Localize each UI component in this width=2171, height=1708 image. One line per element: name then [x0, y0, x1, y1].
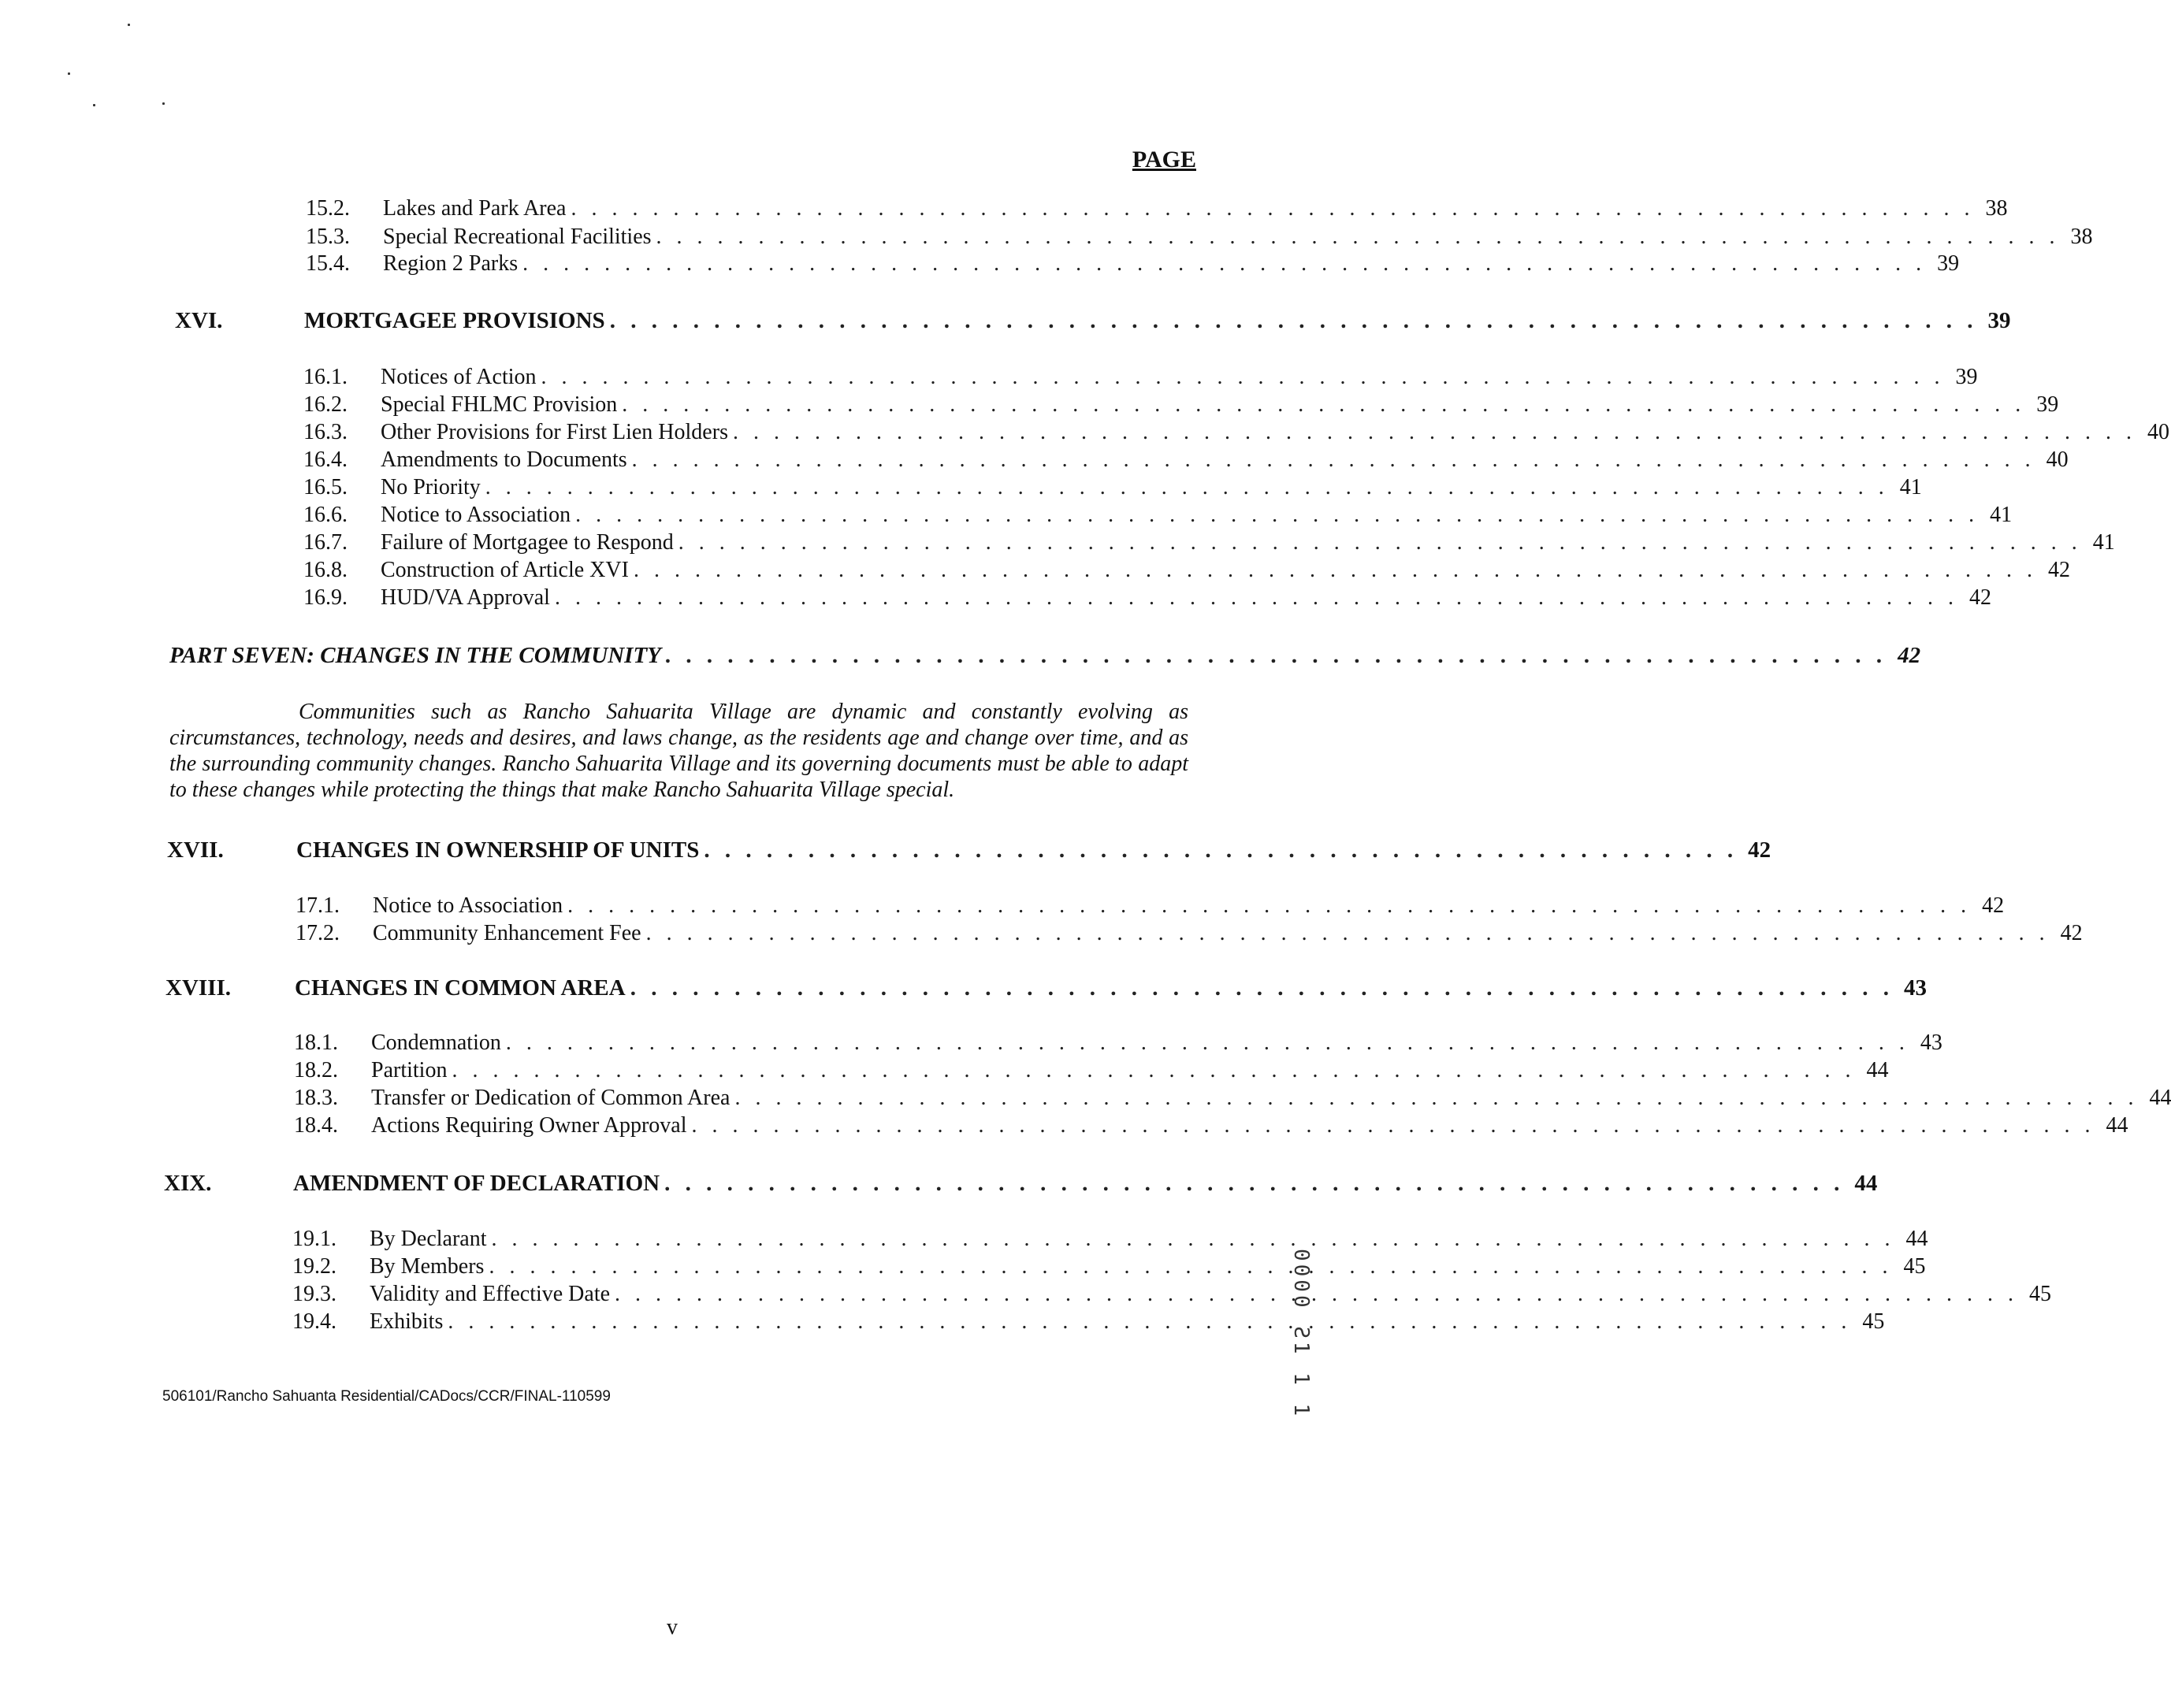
dot-leader: . . . . . . . . . . . . . . . . . . . . . . . . . . . . . . . . . . . . . . . . . . . . . . . . . . . . . . . . . . . . . . . . . . . . .: [633, 558, 2037, 582]
dot-leader: . . . . . . . . . . . . . . . . . . . . . . . . . . . . . . . . . . . . . . . . . . . . . . . . . .: [704, 837, 1738, 863]
toc-entry-page: 43: [1920, 1030, 1942, 1055]
toc-entry-17-2: [296, 920, 2083, 947]
toc-entry-page: 41: [1990, 503, 2013, 527]
toc-entry-title: Region 2 Parks: [383, 251, 519, 276]
toc-entry-page: 45: [1862, 1309, 1885, 1334]
toc-entry-16-7: [303, 529, 2115, 556]
toc-entry-number: 18.3.: [294, 1086, 338, 1110]
toc-entry-page: 39: [2036, 392, 2059, 417]
toc-entry-page: 42: [2047, 558, 2070, 582]
toc-entry-page: 44: [2106, 1113, 2128, 1138]
dot-leader: . . . . . . . . . . . . . . . . . . . . . . . . . . . . . . . . . . . . . . . . . . . . . . . . . . . . . . . . . . . . . . . . . . . . .: [522, 251, 1927, 276]
toc-entry-title: Notice to Association: [381, 503, 571, 527]
dot-leader: . . . . . . . . . . . . . . . . . . . . . . . . . . . . . . . . . . . . . . . . . . . . . . . . . . . . . . . . . . .: [665, 643, 1888, 668]
toc-entry-number: 15.3.: [306, 225, 350, 249]
toc-article-xvii: [167, 837, 1771, 863]
toc-article-title: AMENDMENT OF DECLARATION: [293, 1171, 660, 1196]
toc-entry-18-2: [294, 1057, 1889, 1084]
toc-article-page: 44: [1854, 1171, 1878, 1196]
toc-article-xviii: [165, 975, 1927, 1001]
toc-entry-title: Condemnation: [371, 1030, 501, 1055]
toc-entry-19-3: [292, 1281, 2052, 1308]
toc-entry-18-4: [294, 1112, 2128, 1139]
toc-entry-number: 19.1.: [292, 1227, 336, 1251]
toc-entry-number: 19.2.: [292, 1254, 336, 1279]
toc-entry-page: 38: [1985, 196, 2008, 221]
dot-leader: . . . . . . . . . . . . . . . . . . . . . . . . . . . . . . . . . . . . . . . . . . . . . . . . . . . . . . . . . . . . . . . . . . . . .: [505, 1030, 1909, 1055]
dot-leader: . . . . . . . . . . . . . . . . . . . . . . . . . . . . . . . . . . . . . . . . . . . . . . . . . . . . . . . . . . . . . . . . . . . . .: [631, 447, 2035, 472]
toc-entry-title: Validity and Effective Date: [370, 1282, 611, 1306]
margin-bates-stamp: 0000 Ƨ1 1 1: [1289, 1249, 1313, 1420]
dot-leader: . . . . . . . . . . . . . . . . . . . . . . . . . . . . . . . . . . . . . . . . . . . . . . . . . . . . . . . . . . . . . . . . . . . . .: [622, 392, 2026, 417]
toc-entry-title: Other Provisions for First Lien Holders: [381, 420, 728, 444]
toc-article-number: XIX.: [164, 1171, 212, 1196]
toc-entry-number: 16.3.: [303, 420, 348, 444]
toc-entry-number: 16.6.: [303, 503, 348, 527]
toc-entry-page: 39: [1955, 365, 1978, 389]
toc-entry-number: 18.2.: [294, 1058, 338, 1082]
toc-entry-number: 16.7.: [303, 530, 348, 555]
toc-entry-16-4: [303, 447, 2069, 473]
dot-leader: . . . . . . . . . . . . . . . . . . . . . . . . . . . . . . . . . . . . . . . . . . . . . . . . . . . . . . . . . . . . . . . . . . . . .: [485, 475, 1889, 499]
toc-entry-16-3: [303, 419, 2169, 446]
toc-entry-15-3: [306, 224, 2093, 251]
toc-entry-page: 42: [1982, 893, 2005, 918]
toc-entry-number: 15.2.: [306, 196, 350, 221]
toc-article-title: CHANGES IN OWNERSHIP OF UNITS: [296, 837, 700, 863]
toc-article-title: CHANGES IN COMMON AREA: [295, 975, 626, 1001]
toc-entry-page: 38: [2070, 225, 2093, 249]
toc-entry-number: 16.8.: [303, 558, 348, 582]
toc-part-page: 42: [1898, 643, 1921, 668]
toc-article-title: MORTGAGEE PROVISIONS: [304, 308, 605, 333]
dot-leader: . . . . . . . . . . . . . . . . . . . . . . . . . . . . . . . . . . . . . . . . . . . . . . . . . . . . . . . . . . . . . . . . . . . . .: [567, 893, 1972, 918]
toc-entry-number: 18.1.: [294, 1030, 338, 1055]
toc-entry-page: 42: [1968, 585, 1991, 610]
toc-entry-number: 17.2.: [296, 921, 340, 945]
toc-entry-page: 39: [1937, 251, 1960, 276]
scan-speck: [93, 104, 95, 106]
scan-speck: [162, 102, 165, 105]
toc-entry-18-3: [294, 1085, 2171, 1112]
toc-entry-16-9: [303, 585, 1991, 611]
toc-entry-number: 16.5.: [303, 475, 348, 499]
toc-entry-17-1: [296, 893, 2005, 919]
toc-entry-title: Partition: [371, 1058, 448, 1082]
toc-entry-19-1: [292, 1226, 1928, 1253]
toc-entry-page: 45: [2029, 1282, 2052, 1306]
toc-entry-title: Failure of Mortgagee to Respond: [381, 530, 674, 555]
toc-entry-title: Lakes and Park Area: [383, 196, 567, 221]
toc-entry-number: 17.1.: [296, 893, 340, 918]
toc-entry-title: HUD/VA Approval: [381, 585, 550, 610]
toc-entry-number: 19.3.: [292, 1282, 336, 1306]
dot-leader: . . . . . . . . . . . . . . . . . . . . . . . . . . . . . . . . . . . . . . . . . . . . . . . . . . . . . . . . . . . . . . . . . .: [609, 308, 1978, 333]
toc-entry-number: 19.4.: [292, 1309, 336, 1334]
dot-leader: . . . . . . . . . . . . . . . . . . . . . . . . . . . . . . . . . . . . . . . . . . . . . . . . . . . . . . . . . . . . . . . . . . . . .: [656, 225, 2060, 249]
dot-leader: . . . . . . . . . . . . . . . . . . . . . . . . . . . . . . . . . . . . . . . . . . . . . . . . . . . . . . . . . . . . . . . . . . . . .: [491, 1227, 1895, 1251]
dot-leader: . . . . . . . . . . . . . . . . . . . . . . . . . . . . . . . . . . . . . . . . . . . . . . . . . . . . . . . . . . . . . . . . . . . . .: [571, 196, 1975, 221]
toc-entry-number: 18.4.: [294, 1113, 338, 1138]
toc-entry-title: Transfer or Dedication of Common Area: [371, 1086, 730, 1110]
toc-entry-title: Community Enhancement Fee: [373, 921, 641, 945]
toc-entry-16-6: [303, 502, 2013, 529]
scan-speck: [68, 72, 70, 75]
dot-leader: . . . . . . . . . . . . . . . . . . . . . . . . . . . . . . . . . . . . . . . . . . . . . . . . . . . . . . . . . . . . . . . . . . . . .: [645, 921, 2050, 945]
toc-entry-18-1: [294, 1030, 1942, 1056]
toc-entry-title: Special Recreational Facilities: [383, 225, 652, 249]
toc-article-xix: [164, 1170, 1878, 1197]
toc-entry-page: 42: [2060, 921, 2083, 945]
toc-entry-number: 16.9.: [303, 585, 348, 610]
toc-entry-title: No Priority: [381, 475, 481, 499]
toc-entry-number: 16.4.: [303, 447, 348, 472]
toc-article-number: XVI.: [175, 308, 223, 333]
page-column-heading: PAGE: [1132, 147, 1196, 173]
dot-leader: . . . . . . . . . . . . . . . . . . . . . . . . . . . . . . . . . . . . . . . . . . . . . . . . . . . . . . . . . . . . . . . . . . . . .: [452, 1058, 1856, 1082]
toc-article-xvi: [175, 307, 2011, 334]
toc-article-number: XVII.: [167, 837, 224, 863]
toc-entry-page: 40: [2046, 447, 2069, 472]
toc-entry-title: By Members: [370, 1254, 485, 1279]
toc-entry-16-2: [303, 392, 2059, 418]
toc-article-page: 39: [1987, 308, 2011, 333]
toc-article-number: XVIII.: [165, 975, 231, 1001]
toc-entry-title: Actions Requiring Owner Approval: [371, 1113, 687, 1138]
part-seven-intro: Communities such as Rancho Sahuarita Village are dynamic and constantly evolving as circumstances, technology, needs and desires, and laws change, as the residents age and change over time, and as the surrounding community changes. Rancho Sahuarita Village and its governing documents must be able to adapt to these changes while protecting the things that make Rancho Sahuarita Village special.: [169, 700, 1188, 802]
dot-leader: . . . . . . . . . . . . . . . . . . . . . . . . . . . . . . . . . . . . . . . . . . . . . . . . . . . . . . . . . . . . . . . . . . . . .: [732, 420, 2136, 444]
toc-entry-19-2: [292, 1253, 1926, 1280]
toc-entry-number: 15.4.: [306, 251, 350, 276]
toc-entry-15-2: [306, 195, 2008, 222]
toc-entry-title: Exhibits: [370, 1309, 444, 1334]
dot-leader: . . . . . . . . . . . . . . . . . . . . . . . . . . . . . . . . . . . . . . . . . . . . . . . . . . . . . . . . . . . . . . . . . . . . .: [691, 1113, 2095, 1138]
dot-leader: . . . . . . . . . . . . . . . . . . . . . . . . . . . . . . . . . . . . . . . . . . . . . . . . . . . . . . . . . . . . . . . . . . . . .: [554, 585, 1958, 610]
footer-document-path: 506101/Rancho Sahuanta Residential/CADocs/CCR/FINAL-110599: [162, 1388, 611, 1405]
toc-entry-page: 41: [1899, 475, 1922, 499]
dot-leader: . . . . . . . . . . . . . . . . . . . . . . . . . . . . . . . . . . . . . . . . . . . . . . . . . . . . . . . . . . . . . . . . . . . . .: [489, 1254, 1893, 1279]
toc-entry-title: By Declarant: [370, 1227, 487, 1251]
toc-entry-16-1: [303, 364, 1978, 391]
toc-entry-title: Amendments to Documents: [381, 447, 627, 472]
dot-leader: . . . . . . . . . . . . . . . . . . . . . . . . . . . . . . . . . . . . . . . . . . . . . . . . . . . . . . . . . . . . .: [630, 975, 1894, 1001]
dot-leader: . . . . . . . . . . . . . . . . . . . . . . . . . . . . . . . . . . . . . . . . . . . . . . . . . . . . . . . . . . . . . . . . . . . . .: [734, 1086, 2139, 1110]
dot-leader: . . . . . . . . . . . . . . . . . . . . . . . . . . . . . . . . . . . . . . . . . . . . . . . . . . . . . . . . . . . . . . . . . . . . .: [678, 530, 2082, 555]
toc-part-title: PART SEVEN: CHANGES IN THE COMMUNITY: [169, 643, 661, 668]
toc-entry-title: Notice to Association: [373, 893, 563, 918]
toc-entry-title: Notices of Action: [381, 365, 537, 389]
dot-leader: . . . . . . . . . . . . . . . . . . . . . . . . . . . . . . . . . . . . . . . . . . . . . . . . . . . . . . . . . . . . . . . . . . . . .: [615, 1282, 2019, 1306]
toc-article-page: 42: [1748, 837, 1771, 863]
dot-leader: . . . . . . . . . . . . . . . . . . . . . . . . . . . . . . . . . . . . . . . . . . . . . . . . . . . . . . . . .: [664, 1171, 1845, 1196]
dot-leader: . . . . . . . . . . . . . . . . . . . . . . . . . . . . . . . . . . . . . . . . . . . . . . . . . . . . . . . . . . . . . . . . . . . . .: [448, 1309, 1852, 1334]
toc-entry-19-4: [292, 1309, 1885, 1335]
toc-entry-15-4: [306, 251, 1960, 277]
toc-article-page: 43: [1903, 975, 1927, 1001]
toc-entry-page: 45: [1903, 1254, 1926, 1279]
toc-entry-16-5: [303, 474, 1922, 501]
dot-leader: . . . . . . . . . . . . . . . . . . . . . . . . . . . . . . . . . . . . . . . . . . . . . . . . . . . . . . . . . . . . . . . . . . . . .: [541, 365, 1945, 389]
toc-entry-title: Construction of Article XVI: [381, 558, 629, 582]
toc-entry-page: 44: [1866, 1058, 1889, 1082]
dot-leader: . . . . . . . . . . . . . . . . . . . . . . . . . . . . . . . . . . . . . . . . . . . . . . . . . . . . . . . . . . . . . . . . . . . . .: [575, 503, 1980, 527]
toc-entry-page: 41: [2092, 530, 2115, 555]
toc-entry-page: 40: [2147, 420, 2169, 444]
toc-entry-page: 44: [1905, 1227, 1928, 1251]
toc-entry-number: 16.2.: [303, 392, 348, 417]
toc-entry-page: 44: [2149, 1086, 2171, 1110]
toc-part-seven: [169, 642, 1921, 669]
toc-entry-number: 16.1.: [303, 365, 348, 389]
toc-entry-16-8: [303, 557, 2070, 584]
scan-speck: [128, 24, 130, 26]
footer-page-number: v: [667, 1615, 678, 1639]
toc-entry-title: Special FHLMC Provision: [381, 392, 618, 417]
